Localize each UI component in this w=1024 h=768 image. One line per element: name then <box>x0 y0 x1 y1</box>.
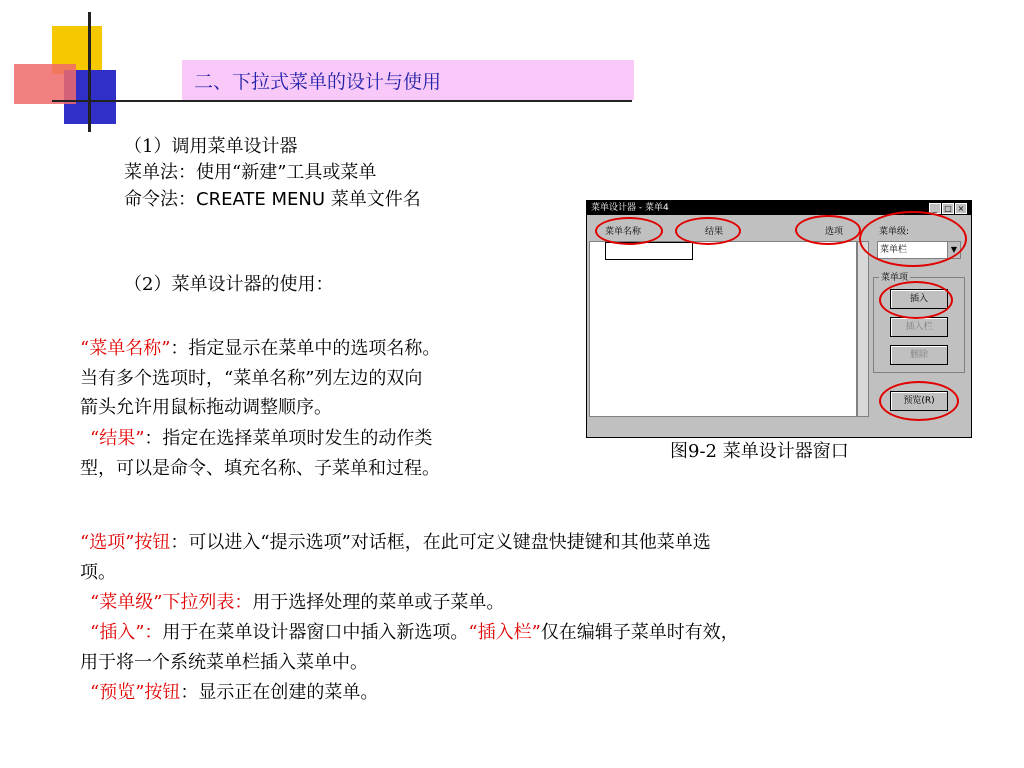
menu-name-cell[interactable] <box>605 242 693 260</box>
term-preview-button: “预览”按钮 <box>90 682 181 703</box>
menu-level-value: 菜单栏 <box>880 245 908 255</box>
para-name-line2: 当有多个选项时，“菜单名称”列左边的双向 <box>80 368 423 389</box>
term-insert-bar: “插入栏” <box>468 622 541 643</box>
highlight-oval-insert <box>879 281 953 319</box>
decor-horizontal-line <box>52 100 632 102</box>
section1-line2 <box>124 187 421 213</box>
menu-level-label: 菜单级: <box>879 227 910 237</box>
close-icon[interactable]: × <box>955 203 967 214</box>
para-preview <box>90 680 378 706</box>
para-name-line1 <box>80 336 440 362</box>
menu-designer-window <box>586 200 972 438</box>
decor-red-square <box>14 64 76 104</box>
section2-heading: （2）菜单设计器的使用： <box>124 274 334 295</box>
highlight-oval-menu-name <box>595 217 663 245</box>
column-result: 结果 <box>705 227 724 237</box>
para-result-text1: ：指定在选择菜单项时发生的动作类 <box>144 428 433 449</box>
para-options-line1 <box>80 530 711 556</box>
highlight-oval-preview <box>879 381 959 421</box>
options-button[interactable]: 选项 <box>825 227 844 237</box>
para-level-text: 用于选择处理的菜单或子菜单。 <box>252 592 505 613</box>
para-insert-line2: 用于将一个系统菜单栏插入菜单中。 <box>80 652 368 673</box>
minimize-icon[interactable]: _ <box>929 203 941 214</box>
insert-button[interactable]: 插入 <box>890 289 948 309</box>
para-result-line1 <box>90 426 432 452</box>
para-name-text1: ：指定显示在菜单中的选项名称。 <box>170 338 441 359</box>
para-insert-text2: 仅在编辑子菜单时有效， <box>540 622 739 643</box>
preview-button[interactable]: 预览(R) <box>890 391 948 411</box>
section1-line1: 菜单法：使用“新建”工具或菜单 <box>124 162 377 183</box>
window-title: 菜单设计器 - 菜单4 <box>591 203 669 213</box>
para-insert-text1: 用于在菜单设计器窗口中插入新选项。 <box>162 622 469 643</box>
list-scrollbar[interactable] <box>857 241 869 417</box>
create-menu-command: CREATE MENU <box>196 189 325 210</box>
para-result-line2: 型，可以是命令、填充名称、子菜单和过程。 <box>80 458 440 479</box>
para-name-line3: 箭头允许用鼠标拖动调整顺序。 <box>80 397 332 418</box>
section1-heading: （1）调用菜单设计器 <box>124 136 298 157</box>
highlight-oval-result <box>675 217 741 245</box>
slide-title: 二、下拉式菜单的设计与使用 <box>194 71 442 93</box>
highlight-oval-menu-level <box>859 211 967 267</box>
menu-items-list[interactable] <box>589 241 857 417</box>
menu-item-group-label: 菜单项 <box>879 270 910 283</box>
maximize-icon[interactable]: □ <box>942 203 954 214</box>
highlight-oval-options <box>795 215 861 245</box>
chevron-down-icon[interactable]: ▼ <box>947 242 960 258</box>
term-result: “结果” <box>90 428 145 449</box>
decor-vertical-line <box>88 12 91 132</box>
line2-prefix: 命令法： <box>124 189 196 210</box>
term-menu-name: “菜单名称” <box>80 338 171 359</box>
figure-caption: 图9-2 菜单设计器窗口 <box>670 441 849 462</box>
para-options-line2: 项。 <box>80 562 116 583</box>
term-options-button: “选项”按钮 <box>80 532 171 553</box>
delete-button[interactable]: 删除 <box>890 345 948 365</box>
para-level <box>90 590 504 616</box>
para-options-text1: ：可以进入“提示选项”对话框，在此可定义键盘快捷键和其他菜单选 <box>170 532 711 553</box>
term-menu-level: “菜单级”下拉列表： <box>90 592 253 613</box>
para-insert-line1 <box>90 620 739 646</box>
insert-bar-button[interactable]: 插入栏 <box>890 317 948 337</box>
para-preview-text: ：显示正在创建的菜单。 <box>180 682 379 703</box>
column-menu-name: 菜单名称 <box>605 227 642 237</box>
line2-suffix: 菜单文件名 <box>325 189 421 210</box>
term-insert: “插入”： <box>90 622 163 643</box>
